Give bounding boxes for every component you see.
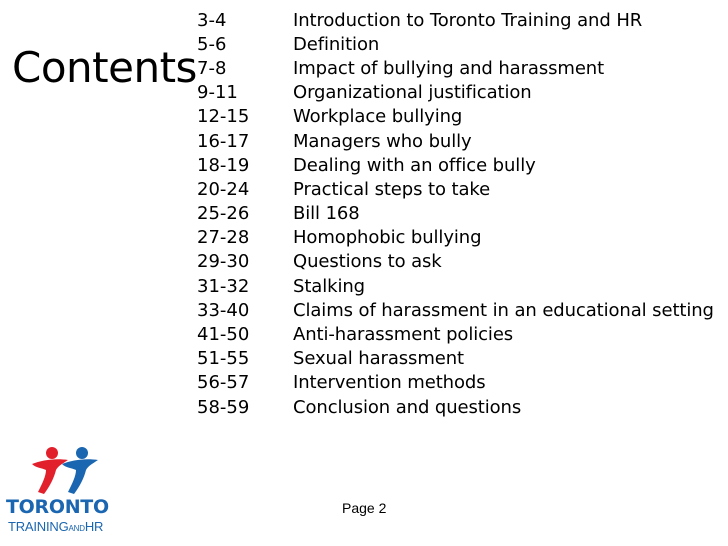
toc-row [197, 347, 725, 371]
toc-pages: 56-57 [197, 372, 250, 394]
toc-topic: Managers who bully [293, 130, 472, 152]
toc-row [197, 298, 725, 322]
toc-pages: 51-55 [197, 348, 250, 370]
logo-name-text: TORONTO [6, 496, 109, 518]
toc-topic: Homophobic bullying [293, 227, 482, 249]
toc-row [197, 202, 725, 226]
toc-topic: Definition [293, 33, 380, 55]
toc-row [197, 153, 725, 177]
toc-topic: Questions to ask [293, 251, 442, 273]
toc-pages: 25-26 [197, 203, 250, 225]
toc-pages: 33-40 [197, 299, 250, 321]
toc-row [197, 32, 725, 56]
toc-pages: 3-4 [197, 9, 227, 31]
logo-sub-mid: AND [68, 524, 85, 533]
toc-pages: 7-8 [197, 57, 227, 79]
toc-row [197, 129, 725, 153]
toc-row [197, 371, 725, 395]
toc-row [197, 81, 725, 105]
toc-topic: Intervention methods [293, 372, 486, 394]
toc-row [197, 395, 725, 419]
toc-pages: 18-19 [197, 154, 250, 176]
toc-pages: 20-24 [197, 178, 250, 200]
toc-pages: 29-30 [197, 251, 250, 273]
slide-title: Contents [12, 43, 197, 92]
toc-row [197, 177, 725, 201]
toc-topic: Sexual harassment [293, 348, 464, 370]
toc-row [197, 8, 725, 32]
page-number: Page 2 [342, 500, 387, 516]
toc-pages: 16-17 [197, 130, 250, 152]
toc-topic: Workplace bullying [293, 106, 463, 128]
figures-logo-icon [28, 444, 100, 496]
toc-row [197, 322, 725, 346]
toc-pages: 41-50 [197, 324, 250, 346]
toc-row [197, 250, 725, 274]
toc-pages: 27-28 [197, 227, 250, 249]
toc-row [197, 56, 725, 80]
toc-row [197, 226, 725, 250]
toc-pages: 5-6 [197, 33, 227, 55]
toc-topic: Introduction to Toronto Training and HR [293, 9, 643, 31]
toronto-training-logo [6, 444, 124, 536]
toc-topic: Bill 168 [293, 203, 360, 225]
toc-pages: 9-11 [197, 82, 238, 104]
toc-topic: Conclusion and questions [293, 396, 522, 418]
toc-topic: Dealing with an office bully [293, 154, 536, 176]
toc-topic: Organizational justification [293, 82, 532, 104]
toc-pages: 12-15 [197, 106, 250, 128]
toc-topic: Stalking [293, 275, 365, 297]
logo-subtitle [8, 519, 103, 534]
logo-sub-right: HR [84, 519, 104, 534]
toc-topic: Anti-harassment policies [293, 324, 514, 346]
toc-pages: 58-59 [197, 396, 250, 418]
table-of-contents [197, 8, 725, 419]
toc-topic: Impact of bullying and harassment [293, 57, 605, 79]
logo-sub-left: TRAINING [8, 519, 69, 534]
toc-row [197, 105, 725, 129]
toc-topic: Practical steps to take [293, 178, 491, 200]
toc-row [197, 274, 725, 298]
toc-topic: Claims of harassment in an educational setting [293, 299, 714, 321]
logo-name [6, 496, 124, 518]
toc-pages: 31-32 [197, 275, 250, 297]
